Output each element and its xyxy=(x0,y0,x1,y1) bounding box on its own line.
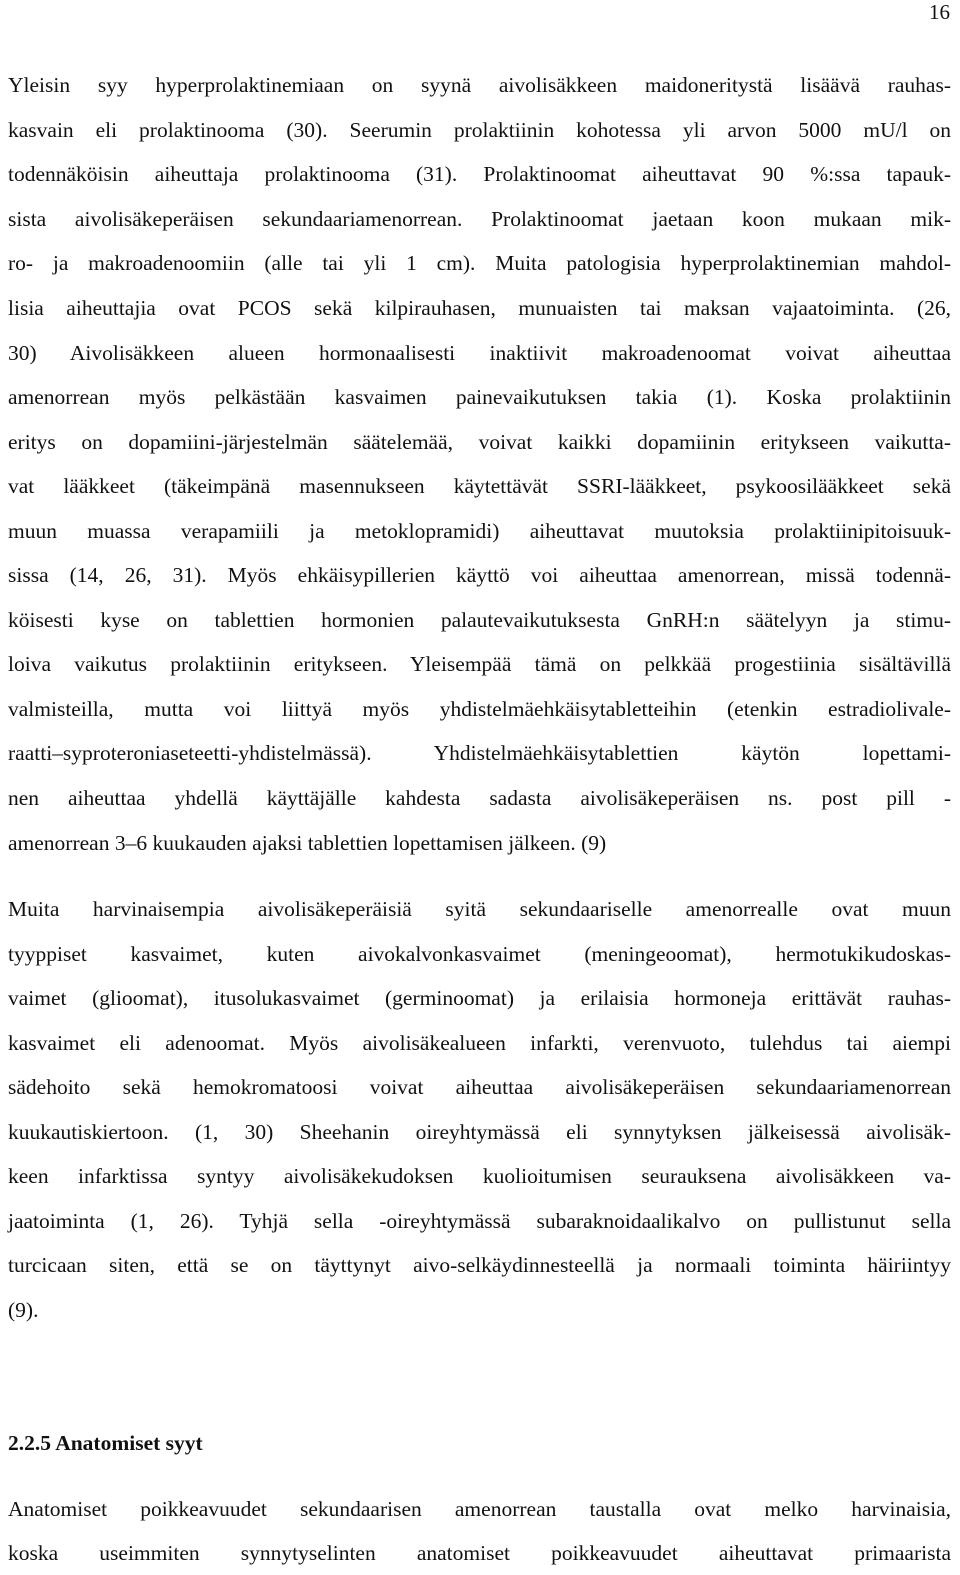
text-line: raatti–syproteroniaseteetti-yhdistelmässä). Yhdistelmäehkäisytablettien käytön lopettami- xyxy=(8,741,951,765)
text-line: ro- ja makroadenoomiin (alle tai yli 1 cm). Muita patologisia hyperprolaktinemian mahdol- xyxy=(8,251,951,275)
text-line: loiva vaikutus prolaktiinin eritykseen. Yleisempää tämä on pelkkää progestiinia sisältävillä xyxy=(8,652,951,676)
text-line: vaimet (glioomat), itusolukasvaimet (germinoomat) ja erilaisia hormoneja erittävät rauhas- xyxy=(8,986,951,1010)
text-line: nen aiheuttaa yhdellä käyttäjälle kahdesta sadasta aivolisäkeperäisen ns. post pill - xyxy=(8,786,951,810)
text-line: Anatomiset poikkeavuudet sekundaarisen amenorrean taustalla ovat melko harvinaisia, xyxy=(8,1497,951,1521)
text-line: muun muassa verapamiili ja metoklopramidi) aiheuttavat muutoksia prolaktiinipitoisuuk- xyxy=(8,519,951,543)
text-line: eritys on dopamiini-järjestelmän säätelemää, voivat kaikki dopamiinin eritykseen vaikutta- xyxy=(8,430,951,454)
page-number: 16 xyxy=(929,0,950,24)
text-line: kasvaimet eli adenoomat. Myös aivolisäkealueen infarkti, verenvuoto, tulehdus tai aiempi xyxy=(8,1031,951,1055)
section-heading: 2.2.5 Anatomiset syyt xyxy=(8,1431,203,1455)
text-line: 30) Aivolisäkkeen alueen hormonaalisesti inaktiivit makroadenoomat voivat aiheuttaa xyxy=(8,341,951,365)
text-line: Yleisin syy hyperprolaktinemiaan on syynä aivolisäkkeen maidoneritystä lisäävä rauhas- xyxy=(8,73,951,97)
text-line: tyyppiset kasvaimet, kuten aivokalvonkasvaimet (meningeoomat), hermotukikudoskas- xyxy=(8,942,951,966)
text-line: amenorrean myös pelkästään kasvaimen painevaikutuksen takia (1). Koska prolaktiinin xyxy=(8,385,951,409)
text-line: jaatoiminta (1, 26). Tyhjä sella -oireyhtymässä subaraknoidaalikalvo on pullistunut sella xyxy=(8,1209,951,1233)
text-line: turcicaan siten, että se on täyttynyt aivo-selkäydinnesteellä ja normaali toiminta häiriintyy xyxy=(8,1253,951,1277)
text-line: vat lääkkeet (täkeimpänä masennukseen käytettävät SSRI-lääkkeet, psykoosilääkkeet sekä xyxy=(8,474,951,498)
text-line: valmisteilla, mutta voi liittyä myös yhdistelmäehkäisytabletteihin (etenkin estradiolivale- xyxy=(8,697,951,721)
text-line: sista aivolisäkeperäisen sekundaariamenorrean. Prolaktinoomat jaetaan koon mukaan mik- xyxy=(8,207,951,231)
text-line: köisesti kyse on tablettien hormonien palautevaikutuksesta GnRH:n säätelyyn ja stimu- xyxy=(8,608,951,632)
text-line: koska useimmiten synnytyselinten anatomiset poikkeavuudet aiheuttavat primaarista xyxy=(8,1541,951,1565)
text-line: lisia aiheuttajia ovat PCOS sekä kilpirauhasen, munuaisten tai maksan vajaatoiminta. (26, xyxy=(8,296,951,320)
text-line: todennäköisin aiheuttaja prolaktinooma (31). Prolaktinoomat aiheuttavat 90 %:ssa tapauk- xyxy=(8,162,951,186)
text-line: keen infarktissa syntyy aivolisäkekudoksen kuolioitumisen seurauksena aivolisäkkeen va- xyxy=(8,1164,951,1188)
text-line: (9). xyxy=(8,1298,39,1322)
text-line: kasvain eli prolaktinooma (30). Seerumin prolaktiinin kohotessa yli arvon 5000 mU/l on xyxy=(8,118,951,142)
text-line: Muita harvinaisempia aivolisäkeperäisiä syitä sekundaariselle amenorrealle ovat muun xyxy=(8,897,951,921)
text-line: amenorrean 3–6 kuukauden ajaksi tablettien lopettamisen jälkeen. (9) xyxy=(8,831,607,855)
text-line: sädehoito sekä hemokromatoosi voivat aiheuttaa aivolisäkeperäisen sekundaariamenorrean xyxy=(8,1075,951,1099)
text-line: sissa (14, 26, 31). Myös ehkäisypillerien käyttö voi aiheuttaa amenorrean, missä todennä- xyxy=(8,563,951,587)
text-line: kuukautiskiertoon. (1, 30) Sheehanin oireyhtymässä eli synnytyksen jälkeisessä aivolisäk- xyxy=(8,1120,951,1144)
